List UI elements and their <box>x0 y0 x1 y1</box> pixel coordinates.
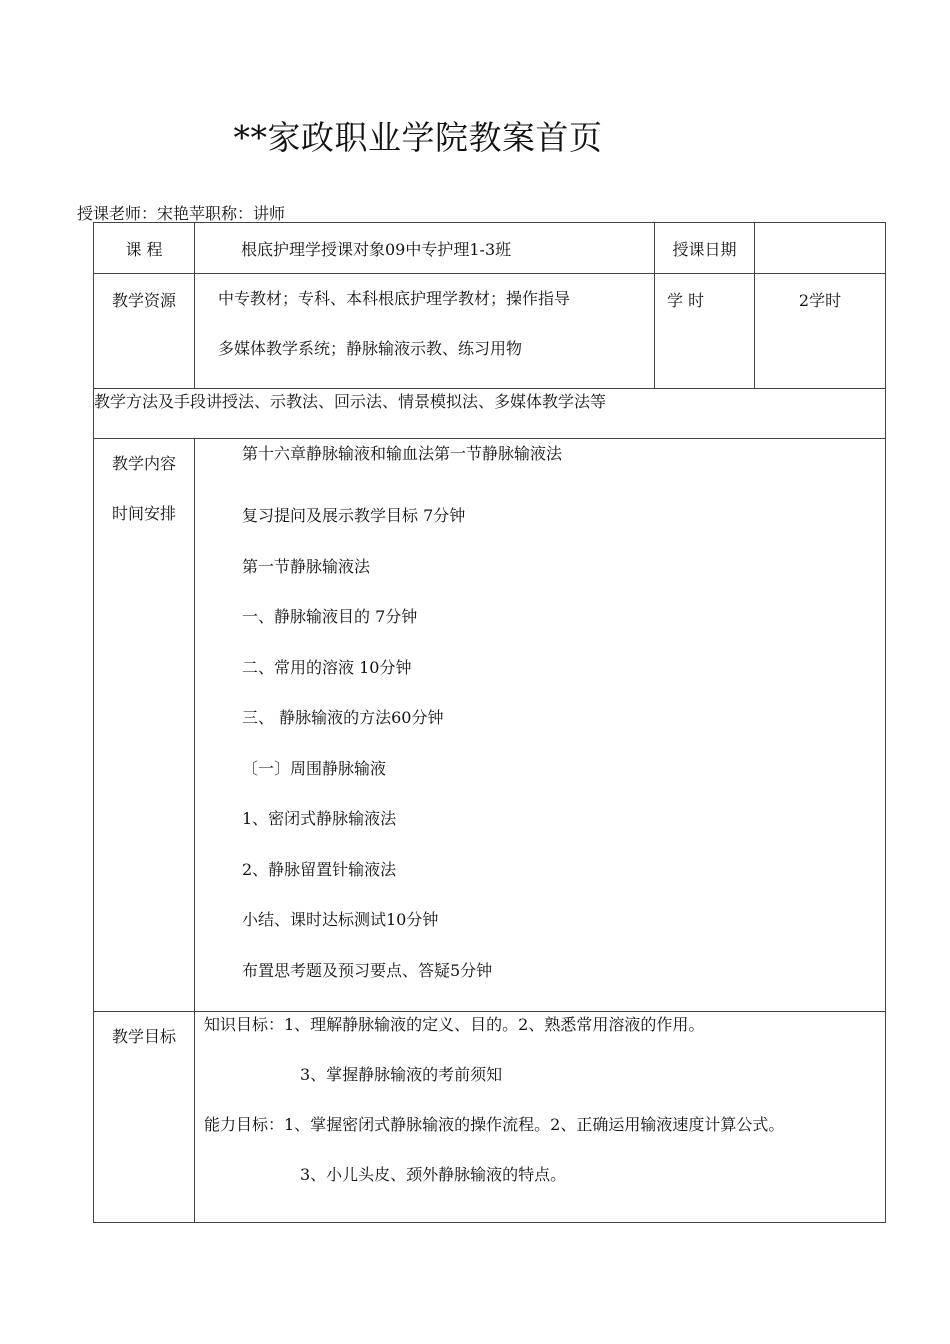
content-line: 二、常用的溶液 10分钟 <box>242 657 412 677</box>
content-line: 三、 静脉输液的方法60分钟 <box>242 708 444 727</box>
resources-line: 多媒体教学系统；静脉输液示教、练习用物 <box>218 339 523 358</box>
teacher-info: 授课老师：宋艳苹职称：讲师 <box>77 204 286 223</box>
resources-label: 教学资源 <box>94 274 195 389</box>
content-line: 复习提问及展示教学目标 7分钟 <box>242 506 466 525</box>
resources-line: 中专教材；专科、本科根底护理学教材；操作指导 <box>218 289 571 308</box>
page-title: **家政职业学院教案首页 <box>233 118 603 157</box>
methods-text: 教学方法及手段讲授法、示教法、回示法、情景模拟法、多媒体教学法等 <box>94 389 886 439</box>
course-row <box>94 223 886 274</box>
goals-list <box>204 1012 885 1201</box>
content-label-cell <box>94 439 195 1012</box>
content-cell <box>195 439 886 1012</box>
content-line: 一、静脉输液目的 7分钟 <box>242 607 418 626</box>
content-line: 小结、课时达标测试10分钟 <box>242 910 439 929</box>
content-list <box>195 439 885 996</box>
content-line: 布置思考题及预习要点、答疑5分钟 <box>242 960 493 980</box>
goals-row <box>94 1012 886 1223</box>
resources-cell <box>195 274 655 389</box>
lesson-plan-table <box>93 222 886 1223</box>
content-line: 〔一〕周围静脉输液 <box>242 758 387 778</box>
content-labels <box>94 439 194 539</box>
date-value <box>755 223 886 274</box>
goal-line: 3、小儿头皮、颈外静脉输液的特点。 <box>300 1165 567 1184</box>
goal-line: 知识目标：1、理解静脉输液的定义、目的。2、熟悉常用溶液的作用。 <box>204 1015 705 1034</box>
content-line: 第十六章静脉输液和输血法第一节静脉输液法 <box>242 444 563 463</box>
content-label: 教学内容 <box>111 454 176 473</box>
methods-row <box>94 389 886 439</box>
course-label: 课 程 <box>94 223 195 274</box>
resources-row <box>94 274 886 389</box>
content-row <box>94 439 886 1012</box>
hours-value: 2学时 <box>755 274 886 389</box>
goal-line: 3、掌握静脉输液的考前须知 <box>300 1065 503 1084</box>
content-line: 第一节静脉输液法 <box>242 556 371 576</box>
date-label: 授课日期 <box>655 223 755 274</box>
schedule-label: 时间安排 <box>111 504 176 523</box>
content-line: 2、静脉留置针输液法 <box>242 859 397 879</box>
content-line: 1、密闭式静脉输液法 <box>242 809 397 828</box>
goal-line: 能力目标：1、掌握密闭式静脉输液的操作流程。2、正确运用输液速度计算公式。 <box>204 1115 785 1134</box>
resources-list <box>218 274 654 374</box>
course-value: 根底护理学授课对象09中专护理1-3班 <box>195 223 655 274</box>
goals-cell <box>195 1012 886 1223</box>
hours-label: 学 时 <box>655 274 755 389</box>
goals-label: 教学目标 <box>94 1012 195 1223</box>
